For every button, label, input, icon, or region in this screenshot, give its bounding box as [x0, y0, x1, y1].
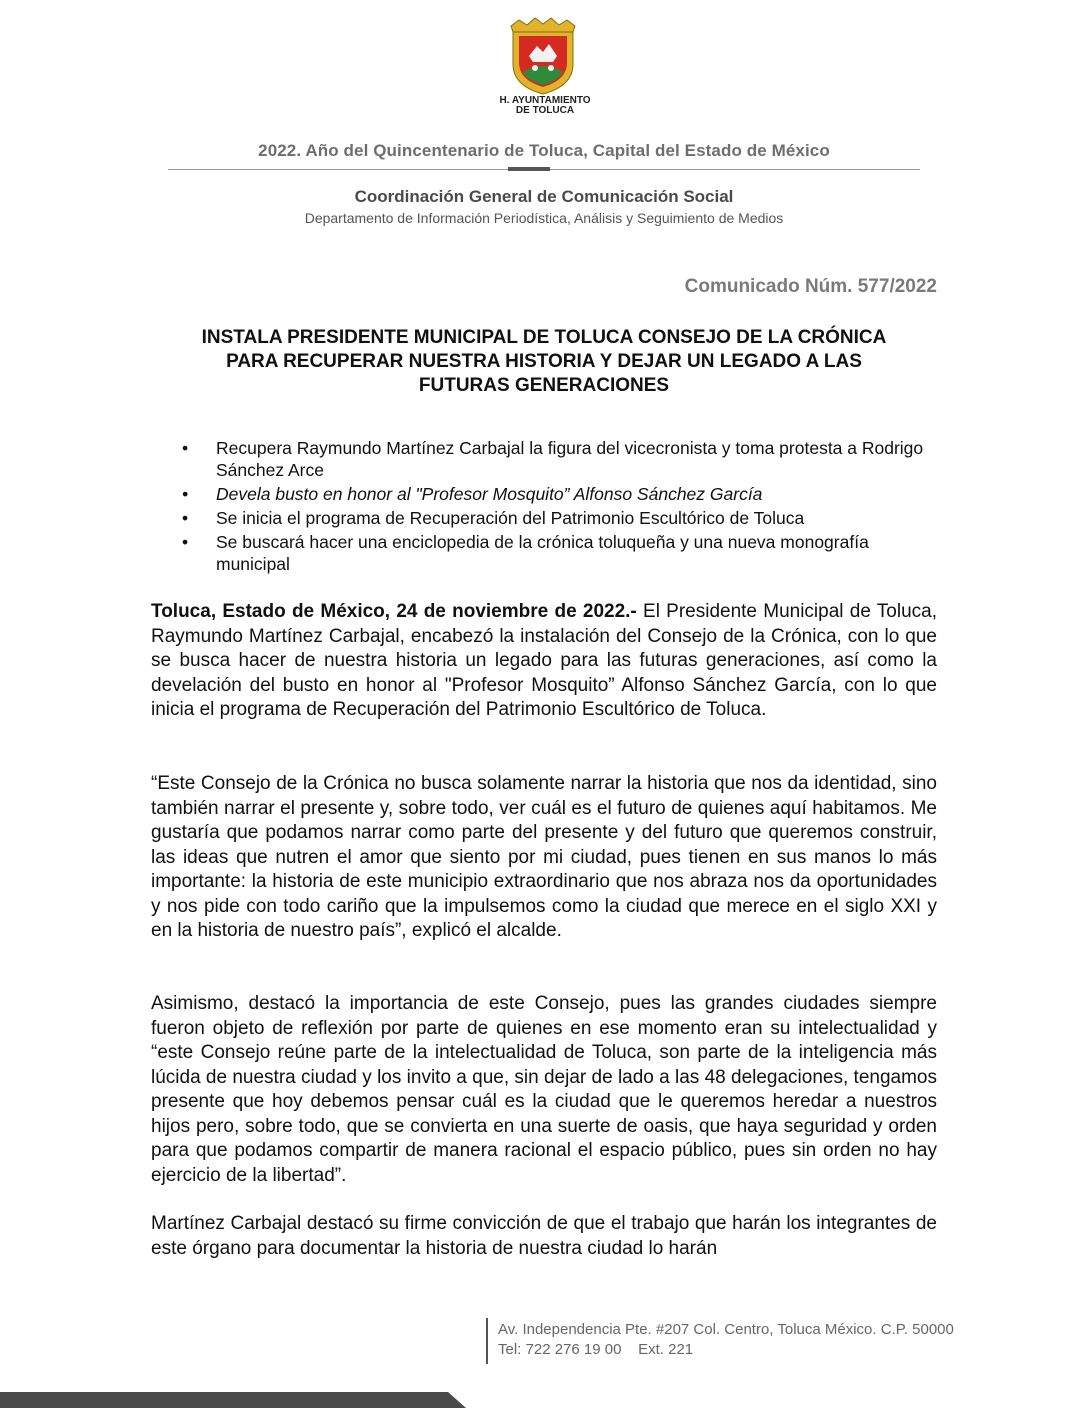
department-title: Coordinación General de Comunicación Social	[354, 187, 734, 206]
toluca-crest-icon	[503, 16, 583, 96]
body-paragraph-3: Asimismo, destacó la importancia de este Consejo, pues las grandes ciudades siempre fueron objeto de reflexión por parte de quienes en ese momento eran su intelectualidad y “este Consejo reúne parte de la intelectualidad de Toluca, son parte de la inteligencia más lúcida de nuestra ciudad y los invito a que, sin dejar de lado a las 48 delegaciones, tengamos presente que hoy debemos pensar cuál es la ciudad que le queremos heredar a nuestros hijos pero, sobre todo, que se convierta en una suerte de oasis, que haya seguridad y orden para que podamos compartir de manera racional el espacio público, pues sin orden no hay ejercicio de la libertad”.	[151, 993, 937, 1186]
paragraph-text: El Presidente Municipal de Toluca, Raymundo Martínez Carbajal, encabezó la instalación del Consejo de la Crónica, con lo que se busca hacer de nuestra historia un legado para las futuras generaciones, así como la develación del busto en honor al "Profesor Mosquito” Alfonso Sánchez García, con lo que inicia el programa de Recuperación del Patrimonio Escultórico de Toluca.	[151, 601, 937, 720]
footer-phone: Tel: 722 276 19 00 Ext. 221	[498, 1341, 694, 1358]
headline-line: PARA RECUPERAR NUESTRA HISTORIA Y DEJAR UN LEGADO A LAS	[226, 351, 862, 372]
release-number: Comunicado Núm. 577/2022	[684, 276, 937, 297]
department-subtitle: Departamento de Información Periodística, Análisis y Seguimiento de Medios	[304, 210, 784, 226]
highlight-item: • Devela busto en honor al "Profesor Mosquito” Alfonso Sánchez García	[180, 483, 940, 505]
org-name-line1: H. AYUNTAMIENTO	[499, 95, 591, 106]
body-paragraph-4: Martínez Carbajal destacó su firme convicción de que el trabajo que harán los integrantes de este órgano para documentar la historia de nuestra ciudad lo harán	[151, 1213, 937, 1259]
highlight-item: • Se inicia el programa de Recuperación del Patrimonio Escultórico de Toluca	[180, 507, 940, 529]
headline-line: FUTURAS GENERACIONES	[418, 375, 670, 396]
headline	[152, 326, 936, 398]
footer-divider	[486, 1318, 488, 1364]
highlight-item: • Recupera Raymundo Martínez Carbajal la figura del vicecronista y toma protesta a Rodrigo Sánchez Arce	[180, 437, 940, 481]
footer-address: Av. Independencia Pte. #207 Col. Centro, Toluca México. C.P. 50000	[498, 1321, 954, 1338]
body-paragraph-2: “Este Consejo de la Crónica no busca solamente narrar la historia que nos da identidad, sino también narrar el presente y, sobre todo, ver cuál es el futuro de quienes aquí habitamos. Me gustaría que podamos narrar como parte del presente y del futuro que queremos construir, las ideas que nutren el amor que siento por mi ciudad, pues tienen en sus manos lo más importante: la historia de este municipio extraordinario que nos abraza nos da oportunidades y nos pide con todo cariño que la impulsemos como la ciudad que merece en el siglo XXI y en la historia de nuestro país”, explicó el alcalde.	[151, 773, 937, 941]
year-banner: 2022. Año del Quincentenario de Toluca, Capital del Estado de México	[258, 141, 830, 160]
org-name	[470, 96, 620, 116]
body-paragraph-1	[151, 600, 937, 723]
highlight-item: • Se buscará hacer una enciclopedia de la crónica toluqueña y una nueva monografía municipal	[180, 531, 940, 575]
dateline: Toluca, Estado de México, 24 de noviembre de 2022.-	[151, 601, 637, 622]
highlights-list	[180, 437, 940, 577]
header-divider-accent	[508, 167, 550, 171]
headline-line: INSTALA PRESIDENTE MUNICIPAL DE TOLUCA CONSEJO DE LA CRÓNICA	[201, 327, 887, 348]
footer-band	[0, 1388, 1088, 1408]
org-name-line2: DE TOLUCA	[515, 105, 575, 116]
